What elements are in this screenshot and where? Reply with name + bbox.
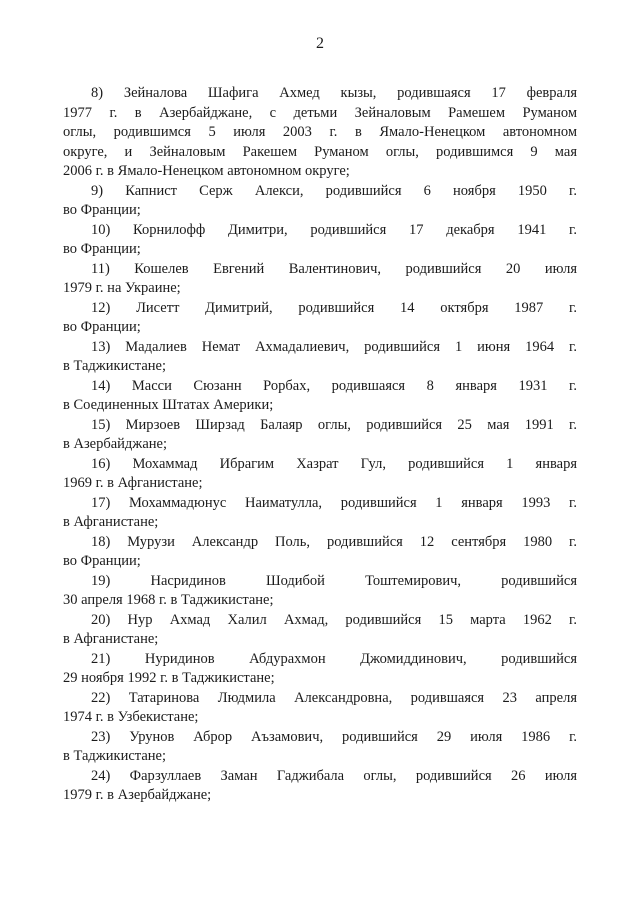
text-line: в Афганистане; [63, 514, 159, 530]
text-line: округе, и Зейналовым Ракешем Руманом оглы, родившимся 9 мая [63, 143, 577, 160]
list-item [63, 260, 577, 299]
text-line: 8) Зейналова Шафига Ахмед кызы, родившаяся 17 февраля [91, 85, 577, 101]
text-line: 24) Фарзуллаев Заман Гаджибала оглы, родившийся 26 июля [91, 767, 577, 784]
list-item [63, 84, 577, 182]
text-line: в Соединенных Штатах Америки; [63, 397, 274, 413]
text-line: в Таджикистане; [63, 358, 166, 374]
list-item [63, 455, 577, 494]
list-item [63, 611, 577, 650]
page-number: 2 [316, 35, 324, 52]
text-line: 21) Нуридинов Абдурахмон Джомиддинович, родившийся [91, 650, 577, 667]
list-item [63, 689, 577, 728]
document-body [63, 84, 577, 806]
list-item [63, 767, 577, 806]
list-item [63, 299, 577, 338]
list-item [63, 182, 577, 221]
text-line: 19) Насридинов Шодибой Тоштемирович, родившийся [91, 572, 577, 589]
text-line: 12) Лисетт Димитрий, родившийся 14 октября 1987 г. [91, 299, 577, 316]
list-item [63, 377, 577, 416]
list-item [63, 533, 577, 572]
text-line: 1979 г. на Украине; [63, 280, 181, 296]
text-line: в Азербайджане; [63, 436, 167, 452]
text-line: в Афганистане; [63, 631, 159, 647]
text-line: 2006 г. в Ямало-Ненецком автономном округе; [63, 163, 350, 179]
text-line: 29 ноября 1992 г. в Таджикистане; [63, 670, 275, 686]
text-line: во Франции; [63, 319, 141, 335]
list-item [63, 221, 577, 260]
list-item [63, 494, 577, 533]
list-item [63, 416, 577, 455]
text-line: 10) Корнилофф Димитри, родившийся 17 декабря 1941 г. [91, 221, 577, 238]
text-line: 18) Мурузи Александр Поль, родившийся 12 сентября 1980 г. [91, 533, 577, 550]
text-line: 22) Татаринова Людмила Александровна, родившаяся 23 апреля [91, 689, 577, 706]
text-line: 23) Урунов Аброр Аъзамович, родившийся 29 июля 1986 г. [91, 728, 577, 745]
list-item [63, 650, 577, 689]
text-line: в Таджикистане; [63, 748, 166, 764]
text-line: 1977 г. в Азербайджане, с детьми Зейналовым Рамешем Руманом [63, 104, 577, 121]
text-line: 9) Капнист Серж Алекси, родившийся 6 ноября 1950 г. [91, 182, 577, 199]
text-line: оглы, родившимся 5 июля 2003 г. в Ямало-Ненецком автономном [63, 124, 577, 140]
text-line: 13) Мадалиев Немат Ахмадалиевич, родившийся 1 июня 1964 г. [91, 338, 577, 355]
list-item [63, 572, 577, 611]
text-line: 1969 г. в Афганистане; [63, 475, 203, 491]
text-line: 17) Мохаммадюнус Наиматулла, родившийся 1 января 1993 г. [91, 494, 577, 511]
text-line: 1974 г. в Узбекистане; [63, 709, 199, 725]
text-line: 15) Мирзоев Ширзад Балаяр оглы, родившийся 25 мая 1991 г. [91, 416, 577, 433]
text-line: 16) Мохаммад Ибрагим Хазрат Гул, родившийся 1 января [91, 455, 577, 472]
text-line: во Франции; [63, 553, 141, 569]
text-line: во Франции; [63, 241, 141, 257]
text-line: 11) Кошелев Евгений Валентинович, родившийся 20 июля [91, 260, 577, 277]
text-line: 14) Масси Сюзанн Рорбах, родившаяся 8 января 1931 г. [91, 377, 577, 394]
text-line: 20) Нур Ахмад Халил Ахмад, родившийся 15 марта 1962 г. [91, 611, 577, 628]
text-line: 1979 г. в Азербайджане; [63, 787, 212, 803]
text-line: во Франции; [63, 202, 141, 218]
list-item [63, 338, 577, 377]
text-line: 30 апреля 1968 г. в Таджикистане; [63, 592, 274, 608]
list-item [63, 728, 577, 767]
